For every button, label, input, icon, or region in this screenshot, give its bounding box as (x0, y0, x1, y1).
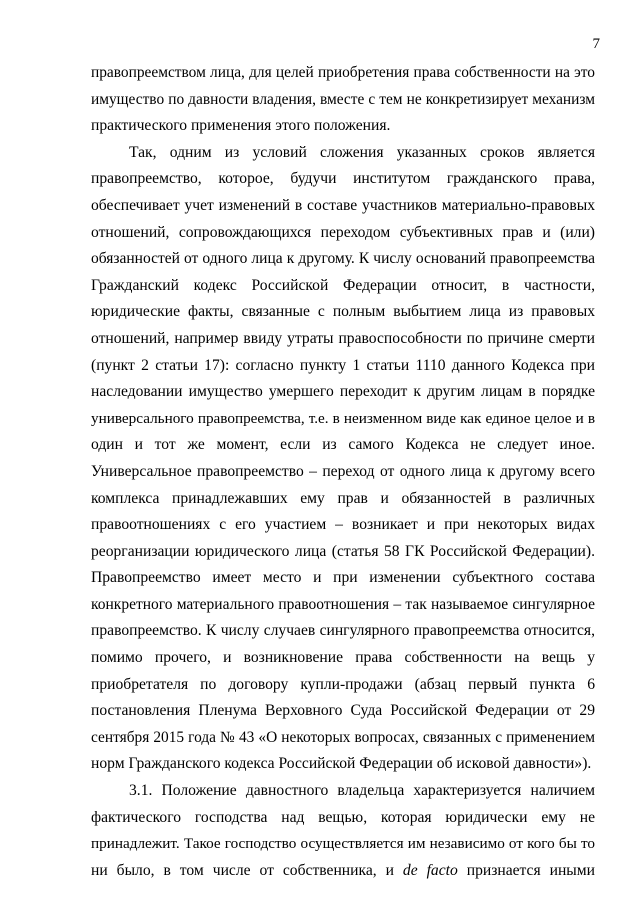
text-line: (пункт 2 статьи 17): согласно пункту 1 статьи 1110 данного Кодекса при (91, 356, 595, 374)
text-line: имущество по давности владения, вместе с тем не конкретизирует механизм (91, 90, 595, 108)
text-line-mixed (91, 858, 595, 885)
paragraph-2 (91, 140, 595, 778)
text-line: конкретного материального правоотношения – так называемое сингулярное (91, 595, 595, 613)
text-line: правоотношениях с его участием – возникает и при некоторых видах (91, 516, 595, 534)
paragraph-1 (91, 60, 595, 140)
text-line: Гражданский кодекс Российской Федерации относит, в частности, (91, 276, 595, 294)
text-line: постановления Пленума Верховного Суда Российской Федерации от 29 (91, 702, 595, 720)
text-line: принадлежит. Такое господство осуществляется им независимо от кого бы то (91, 835, 595, 853)
text-line: комплекса принадлежавших ему прав и обязанностей в различных (91, 489, 595, 507)
text-line: правопреемство, которое, будучи институтом гражданского права, (91, 170, 595, 188)
text-line: фактического господства над вещью, которая юридически ему не (91, 808, 595, 826)
text-line: приобретателя по договору купли-продажи (абзац первый пункта 6 (91, 675, 595, 693)
text-line: универсального правопреемства, т.е. в неизменном виде как единое целое и в (91, 409, 595, 427)
text-run: признается иными (457, 861, 595, 879)
text-line: обеспечивает учет изменений в составе участников материально-правовых (91, 196, 595, 214)
paragraph-3 (91, 778, 595, 884)
text-line: отношений, например ввиду утраты правоспособности по причине смерти (91, 329, 595, 347)
text-line: наследовании имущество умершего переходит к другим лицам в порядке (91, 383, 595, 401)
text-line: сентября 2015 года № 43 «О некоторых вопросах, связанных с применением (91, 728, 595, 746)
text-line: Правопреемство имеет место и при изменении субъектного состава (91, 569, 595, 587)
text-line: Универсальное правопреемство – переход от одного лица к другому всего (91, 462, 595, 480)
text-line: норм Гражданского кодекса Российской Федерации об исковой давности»). (91, 755, 592, 773)
text-line: Так, одним из условий сложения указанных сроков является (129, 143, 595, 161)
text-line: юридические факты, связанные с полным выбытием лица из правовых (91, 303, 595, 321)
text-line: отношений, сопровождающихся переходом субъективных прав и (или) (91, 223, 595, 241)
text-run: ни было, в том числе от собственника, и (91, 861, 403, 879)
text-line: помимо прочего, и возникновение права собственности на вещь у (91, 649, 595, 667)
text-line: практического применения этого положения. (91, 117, 391, 135)
text-line: обязанностей от одного лица к другому. К числу оснований правопреемства (91, 250, 595, 268)
page-number: 7 (592, 36, 600, 52)
text-line: реорганизации юридического лица (статья 58 ГК Российской Федерации). (91, 542, 595, 560)
text-line: правопреемством лица, для целей приобретения права собственности на это (91, 64, 595, 81)
text-line: один и тот же момент, если из самого Кодекса не следует иное. (91, 436, 595, 454)
body-text (91, 60, 595, 884)
text-line: правопреемство. К числу случаев сингулярного правопреемства относится, (91, 622, 595, 640)
text-line: 3.1. Положение давностного владельца характеризуется наличием (129, 782, 595, 800)
latin-term-italic: de facto (402, 861, 458, 879)
